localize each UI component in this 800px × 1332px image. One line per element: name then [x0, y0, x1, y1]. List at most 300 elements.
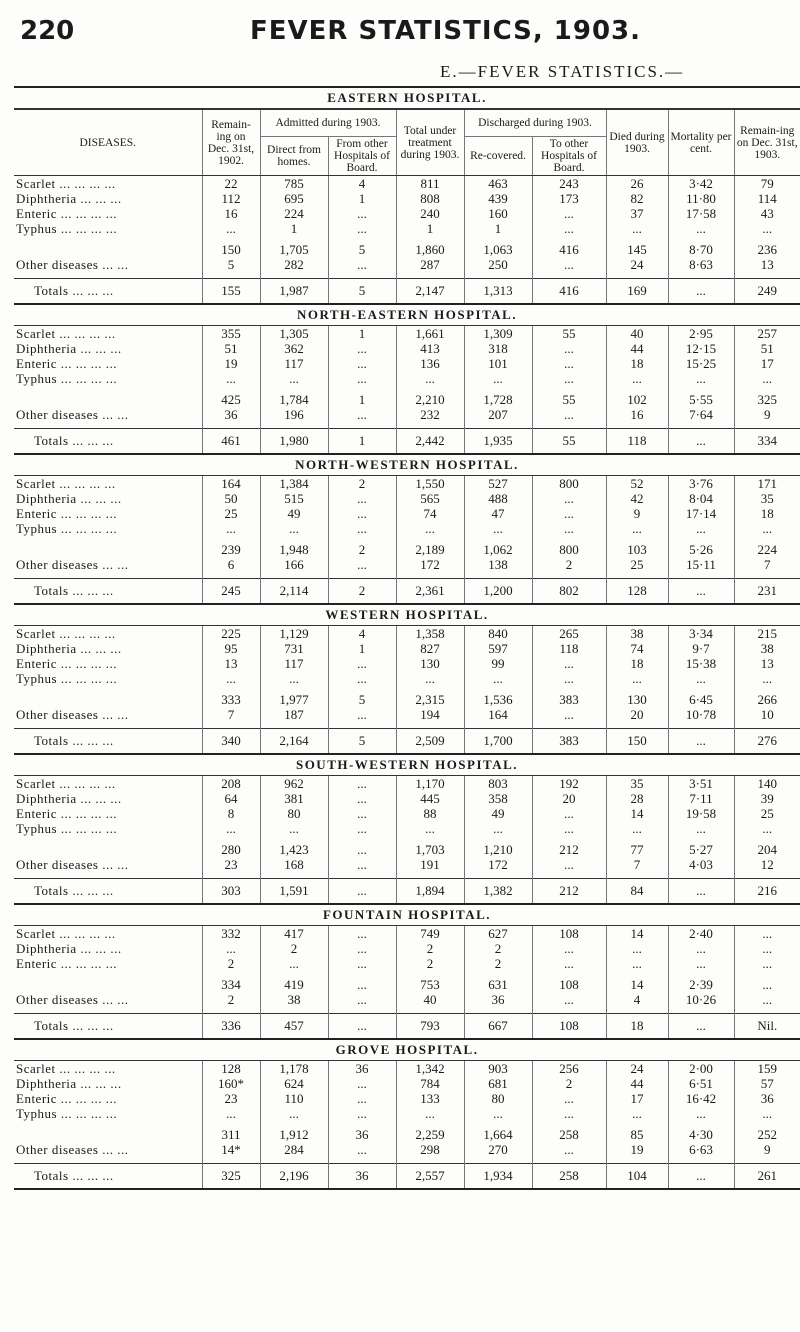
cell-value: 114: [734, 191, 800, 206]
cell-value: 1,129: [260, 626, 328, 642]
cell-value: ...: [606, 221, 668, 236]
cell-value: 9: [606, 506, 668, 521]
table-row: [14, 476, 800, 492]
cell-value: ...: [606, 941, 668, 956]
cell-value: 2: [202, 956, 260, 971]
table-row: [14, 926, 800, 942]
cell-value: 12: [734, 857, 800, 872]
cell-value: 6·45: [668, 692, 734, 707]
disease-label: Typhus ... ... ... ...: [16, 821, 118, 836]
cell-value: ...: [328, 1106, 396, 1121]
cell-value: 19: [606, 1142, 668, 1157]
running-title: FEVER STATISTICS, 1903.: [250, 16, 642, 46]
cell-value: 2,315: [396, 692, 464, 707]
cell-value: ...: [202, 221, 260, 236]
cell-value: 117: [260, 356, 328, 371]
cell-value: 108: [532, 926, 606, 942]
disease-label: [14, 1127, 202, 1142]
cell-value: 47: [464, 506, 532, 521]
cell-value: ...: [606, 671, 668, 686]
cell-value: 1,550: [396, 476, 464, 492]
cell-value: ...: [202, 371, 260, 386]
cell-value: 1,728: [464, 392, 532, 407]
cell-value: 9: [734, 1142, 800, 1157]
disease-label: Typhus ... ... ... ...: [16, 1106, 118, 1121]
cell-value: 240: [396, 206, 464, 221]
cell-value: ...: [734, 521, 800, 536]
cell-value: 6: [202, 557, 260, 572]
cell-value: ...: [202, 941, 260, 956]
cell-value: ...: [668, 521, 734, 536]
cell-value: 136: [396, 356, 464, 371]
cell-value: 527: [464, 476, 532, 492]
table-row: [14, 176, 800, 192]
cell-value: ...: [532, 992, 606, 1007]
cell-value: 1,200: [464, 579, 532, 605]
cell-value: ...: [396, 1106, 464, 1121]
disease-label: Typhus ... ... ... ...: [16, 671, 118, 686]
cell-value: ...: [328, 1091, 396, 1106]
hospital-title: FOUNTAIN HOSPITAL.: [14, 904, 800, 926]
cell-value: ...: [734, 956, 800, 971]
cell-value: ...: [606, 1106, 668, 1121]
cell-value: ...: [396, 671, 464, 686]
cell-value: 20: [606, 707, 668, 722]
cell-value: 2: [260, 941, 328, 956]
table-row: [14, 371, 800, 386]
cell-value: 52: [606, 476, 668, 492]
page-number: 220: [20, 16, 75, 46]
totals-row: [14, 1164, 800, 1190]
cell-value: 1: [328, 429, 396, 455]
cell-value: 1,305: [260, 326, 328, 342]
disease-label: Other diseases ... ...: [16, 992, 129, 1007]
cell-value: 461: [202, 429, 260, 455]
cell-value: 749: [396, 926, 464, 942]
cell-value: 5: [328, 279, 396, 305]
cell-value: 2,442: [396, 429, 464, 455]
cell-value: 19·58: [668, 806, 734, 821]
cell-value: ...: [532, 356, 606, 371]
cell-value: 25: [734, 806, 800, 821]
cell-value: ...: [328, 956, 396, 971]
cell-value: 334: [202, 977, 260, 992]
cell-value: 55: [532, 326, 606, 342]
cell-value: 232: [396, 407, 464, 422]
cell-value: 128: [202, 1061, 260, 1077]
cell-value: 1,977: [260, 692, 328, 707]
cell-value: 2·95: [668, 326, 734, 342]
section-header: [14, 1039, 800, 1061]
cell-value: ...: [328, 926, 396, 942]
cell-value: 1: [464, 221, 532, 236]
cell-value: 1,664: [464, 1127, 532, 1142]
cell-value: ...: [328, 407, 396, 422]
cell-value: 14: [606, 977, 668, 992]
cell-value: ...: [532, 941, 606, 956]
table-row: [14, 791, 800, 806]
cell-value: 1,063: [464, 242, 532, 257]
table-row: [14, 656, 800, 671]
cell-value: 2: [328, 476, 396, 492]
cell-value: 7·11: [668, 791, 734, 806]
cell-value: 256: [532, 1061, 606, 1077]
cell-value: 38: [606, 626, 668, 642]
cell-value: ...: [328, 491, 396, 506]
cell-value: 445: [396, 791, 464, 806]
cell-value: 5·27: [668, 842, 734, 857]
cell-value: 416: [532, 242, 606, 257]
cell-value: 17·58: [668, 206, 734, 221]
cell-value: 250: [464, 257, 532, 272]
hospital-title: NORTH-EASTERN HOSPITAL.: [14, 304, 800, 326]
disease-label: Diphtheria ... ... ...: [16, 1076, 122, 1091]
subtotal-row: [14, 542, 800, 557]
cell-value: 4: [606, 992, 668, 1007]
cell-value: 196: [260, 407, 328, 422]
cell-value: 20: [532, 791, 606, 806]
cell-value: 383: [532, 729, 606, 755]
cell-value: 695: [260, 191, 328, 206]
cell-value: 457: [260, 1014, 328, 1040]
cell-value: ...: [328, 992, 396, 1007]
cell-value: ...: [532, 857, 606, 872]
table-body: [14, 87, 800, 1189]
cell-value: 362: [260, 341, 328, 356]
cell-value: 49: [464, 806, 532, 821]
cell-value: 8·63: [668, 257, 734, 272]
cell-value: 417: [260, 926, 328, 942]
cell-value: 413: [396, 341, 464, 356]
cell-value: 2,189: [396, 542, 464, 557]
cell-value: 24: [606, 257, 668, 272]
cell-value: 2,210: [396, 392, 464, 407]
cell-value: ...: [328, 557, 396, 572]
cell-value: 164: [202, 476, 260, 492]
disease-label: [14, 392, 202, 407]
cell-value: 166: [260, 557, 328, 572]
cell-value: 419: [260, 977, 328, 992]
other-diseases-row: [14, 557, 800, 572]
cell-value: ...: [464, 521, 532, 536]
cell-value: 7·64: [668, 407, 734, 422]
cell-value: 104: [606, 1164, 668, 1190]
cell-value: 2·40: [668, 926, 734, 942]
cell-value: ...: [532, 221, 606, 236]
disease-label: Scarlet ... ... ... ...: [16, 176, 116, 191]
cell-value: 39: [734, 791, 800, 806]
cell-value: 36: [734, 1091, 800, 1106]
cell-value: 2,509: [396, 729, 464, 755]
cell-value: 44: [606, 1076, 668, 1091]
cell-value: ...: [328, 857, 396, 872]
header-discharged: Discharged during 1903.: [464, 109, 606, 137]
cell-value: 383: [532, 692, 606, 707]
cell-value: ...: [328, 977, 396, 992]
disease-label: [14, 692, 202, 707]
hospital-title: GROVE HOSPITAL.: [14, 1039, 800, 1061]
cell-value: ...: [328, 1142, 396, 1157]
cell-value: 17: [734, 356, 800, 371]
disease-label: Other diseases ... ...: [16, 1142, 129, 1157]
cell-value: 215: [734, 626, 800, 642]
cell-value: 133: [396, 1091, 464, 1106]
cell-value: 187: [260, 707, 328, 722]
cell-value: ...: [202, 521, 260, 536]
cell-value: 2,259: [396, 1127, 464, 1142]
cell-value: 280: [202, 842, 260, 857]
cell-value: ...: [396, 371, 464, 386]
cell-value: ...: [328, 791, 396, 806]
cell-value: 1,784: [260, 392, 328, 407]
cell-value: 800: [532, 542, 606, 557]
cell-value: ...: [202, 821, 260, 836]
cell-value: ...: [328, 879, 396, 905]
cell-value: ...: [668, 956, 734, 971]
disease-label: Other diseases ... ...: [16, 557, 129, 572]
table-row: [14, 1106, 800, 1121]
cell-value: 13: [734, 656, 800, 671]
cell-value: 102: [606, 392, 668, 407]
table-row: [14, 1091, 800, 1106]
section-header: [14, 87, 800, 109]
other-diseases-row: [14, 407, 800, 422]
cell-value: 25: [202, 506, 260, 521]
cell-value: 681: [464, 1076, 532, 1091]
section-header: [14, 604, 800, 626]
cell-value: 1,210: [464, 842, 532, 857]
disease-label: [14, 842, 202, 857]
cell-value: ...: [396, 821, 464, 836]
disease-label: Scarlet ... ... ... ...: [16, 476, 116, 491]
header-recovered: Re-covered.: [464, 137, 532, 176]
cell-value: 1,703: [396, 842, 464, 857]
table-row: [14, 626, 800, 642]
disease-label: [14, 542, 202, 557]
table-row: [14, 206, 800, 221]
cell-value: 753: [396, 977, 464, 992]
cell-value: 36: [328, 1164, 396, 1190]
cell-value: 16·42: [668, 1091, 734, 1106]
cell-value: 5: [328, 729, 396, 755]
disease-label: Diphtheria ... ... ...: [16, 941, 122, 956]
cell-value: 6·51: [668, 1076, 734, 1091]
cell-value: ...: [260, 821, 328, 836]
cell-value: 1: [260, 221, 328, 236]
cell-value: 827: [396, 641, 464, 656]
cell-value: 270: [464, 1142, 532, 1157]
disease-label: Totals ... ... ...: [14, 729, 202, 755]
disease-label: Diphtheria ... ... ...: [16, 791, 122, 806]
cell-value: 7: [202, 707, 260, 722]
cell-value: 3·76: [668, 476, 734, 492]
disease-label: Diphtheria ... ... ...: [16, 191, 122, 206]
cell-value: 16: [202, 206, 260, 221]
cell-value: 2: [532, 557, 606, 572]
header-mortality: Mortality per cent.: [668, 109, 734, 176]
cell-value: ...: [668, 821, 734, 836]
cell-value: 2: [202, 992, 260, 1007]
cell-value: ...: [328, 341, 396, 356]
cell-value: ...: [260, 521, 328, 536]
cell-value: 1,342: [396, 1061, 464, 1077]
cell-value: 150: [202, 242, 260, 257]
cell-value: 1: [328, 392, 396, 407]
table-row: [14, 506, 800, 521]
cell-value: ...: [532, 341, 606, 356]
section-header: [14, 454, 800, 476]
cell-value: 36: [202, 407, 260, 422]
cell-value: 99: [464, 656, 532, 671]
disease-label: Enteric ... ... ... ...: [16, 806, 118, 821]
cell-value: 2,196: [260, 1164, 328, 1190]
cell-value: ...: [328, 806, 396, 821]
cell-value: 803: [464, 776, 532, 792]
cell-value: ...: [464, 1106, 532, 1121]
cell-value: 88: [396, 806, 464, 821]
cell-value: 160: [464, 206, 532, 221]
cell-value: 4: [328, 176, 396, 192]
cell-value: 258: [532, 1164, 606, 1190]
disease-label: Other diseases ... ...: [16, 707, 129, 722]
cell-value: 224: [734, 542, 800, 557]
cell-value: 55: [532, 429, 606, 455]
cell-value: ...: [328, 257, 396, 272]
disease-label: Diphtheria ... ... ...: [16, 341, 122, 356]
cell-value: 1,309: [464, 326, 532, 342]
cell-value: ...: [668, 1106, 734, 1121]
cell-value: ...: [328, 821, 396, 836]
cell-value: 840: [464, 626, 532, 642]
cell-value: ...: [734, 821, 800, 836]
cell-value: 36: [328, 1127, 396, 1142]
cell-value: 4·03: [668, 857, 734, 872]
table-row: [14, 191, 800, 206]
cell-value: 597: [464, 641, 532, 656]
cell-value: 239: [202, 542, 260, 557]
cell-value: 40: [396, 992, 464, 1007]
cell-value: ...: [260, 1106, 328, 1121]
cell-value: ...: [606, 521, 668, 536]
cell-value: ...: [464, 671, 532, 686]
cell-value: ...: [668, 941, 734, 956]
cell-value: 43: [734, 206, 800, 221]
cell-value: 1: [328, 191, 396, 206]
header-from-other-hospitals: From other Hospitals of Board.: [328, 137, 396, 176]
cell-value: 318: [464, 341, 532, 356]
cell-value: 10: [734, 707, 800, 722]
cell-value: ...: [532, 821, 606, 836]
cell-value: 74: [606, 641, 668, 656]
header-admitted: Admitted during 1903.: [260, 109, 396, 137]
cell-value: 4·30: [668, 1127, 734, 1142]
cell-value: ...: [464, 821, 532, 836]
table-row: [14, 341, 800, 356]
cell-value: 171: [734, 476, 800, 492]
cell-value: ...: [532, 407, 606, 422]
cell-value: 1,980: [260, 429, 328, 455]
cell-value: 10·26: [668, 992, 734, 1007]
disease-label: Other diseases ... ...: [16, 407, 129, 422]
cell-value: 169: [606, 279, 668, 305]
cell-value: ...: [396, 521, 464, 536]
cell-value: 57: [734, 1076, 800, 1091]
cell-value: ...: [202, 671, 260, 686]
cell-value: 80: [464, 1091, 532, 1106]
table-row: [14, 521, 800, 536]
table-row: [14, 1076, 800, 1091]
cell-value: 42: [606, 491, 668, 506]
cell-value: 13: [202, 656, 260, 671]
disease-label: Totals ... ... ...: [14, 579, 202, 605]
cell-value: 800: [532, 476, 606, 492]
table-row: [14, 821, 800, 836]
cell-value: 785: [260, 176, 328, 192]
disease-label: Enteric ... ... ... ...: [16, 1091, 118, 1106]
cell-value: ...: [328, 371, 396, 386]
cell-value: 145: [606, 242, 668, 257]
disease-label: [14, 242, 202, 257]
cell-value: ...: [668, 879, 734, 905]
cell-value: 303: [202, 879, 260, 905]
cell-value: 26: [606, 176, 668, 192]
cell-value: ...: [532, 506, 606, 521]
cell-value: 962: [260, 776, 328, 792]
cell-value: ...: [328, 356, 396, 371]
cell-value: ...: [668, 729, 734, 755]
cell-value: 1,170: [396, 776, 464, 792]
disease-label: Typhus ... ... ... ...: [16, 371, 118, 386]
cell-value: ...: [606, 821, 668, 836]
cell-value: 5·26: [668, 542, 734, 557]
column-header-row: [14, 109, 800, 137]
cell-value: 5: [328, 242, 396, 257]
cell-value: 1,661: [396, 326, 464, 342]
cell-value: ...: [328, 1014, 396, 1040]
cell-value: 261: [734, 1164, 800, 1190]
cell-value: ...: [328, 221, 396, 236]
cell-value: 12·15: [668, 341, 734, 356]
table-row: [14, 491, 800, 506]
cell-value: 231: [734, 579, 800, 605]
section-header: [14, 904, 800, 926]
header-diseases: DISEASES.: [14, 109, 202, 176]
cell-value: 6·63: [668, 1142, 734, 1157]
table-row: [14, 641, 800, 656]
cell-value: ...: [734, 992, 800, 1007]
header-direct-from-homes: Direct from homes.: [260, 137, 328, 176]
cell-value: ...: [532, 671, 606, 686]
cell-value: ...: [464, 371, 532, 386]
cell-value: ...: [734, 926, 800, 942]
cell-value: 731: [260, 641, 328, 656]
cell-value: 9·7: [668, 641, 734, 656]
cell-value: 15·38: [668, 656, 734, 671]
cell-value: 416: [532, 279, 606, 305]
cell-value: ...: [532, 806, 606, 821]
cell-value: 172: [396, 557, 464, 572]
table-row: [14, 776, 800, 792]
cell-value: 168: [260, 857, 328, 872]
cell-value: 82: [606, 191, 668, 206]
cell-value: 325: [734, 392, 800, 407]
hospital-title: EASTERN HOSPITAL.: [14, 87, 800, 109]
cell-value: 2·00: [668, 1061, 734, 1077]
disease-label: Enteric ... ... ... ...: [16, 656, 118, 671]
cell-value: 1,912: [260, 1127, 328, 1142]
cell-value: 565: [396, 491, 464, 506]
cell-value: ...: [328, 707, 396, 722]
